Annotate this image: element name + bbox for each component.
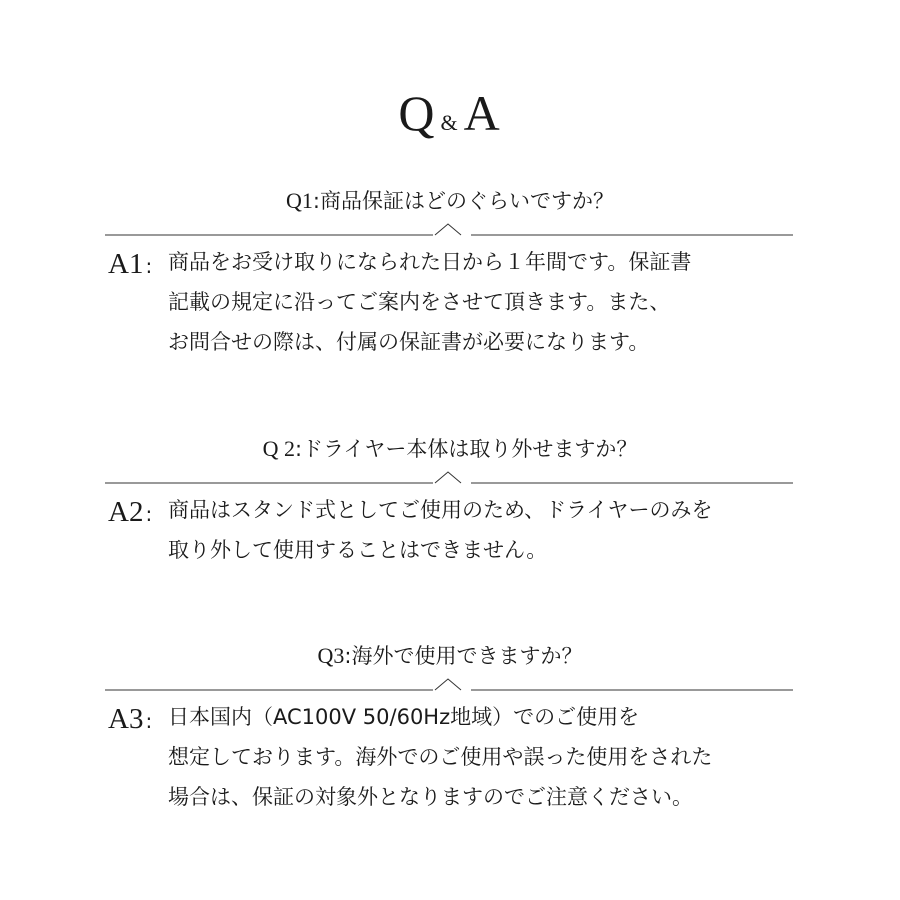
- answer-line: お問合せの際は、付属の保証書が必要になります。: [168, 330, 650, 354]
- answer-label: A2 :: [108, 496, 153, 528]
- qa-item-1: [0, 188, 900, 362]
- page-title: [0, 85, 900, 141]
- divider-caret-line: [105, 677, 795, 691]
- question-text: 商品保証はどのぐらいですか？: [319, 189, 614, 213]
- colon: :: [294, 437, 303, 461]
- divider-caret-line: [105, 222, 795, 236]
- answer-3: [0, 697, 900, 817]
- colon: :: [312, 189, 320, 213]
- divider: [0, 222, 900, 236]
- answer-2: [0, 490, 900, 570]
- divider: [0, 470, 900, 484]
- colon: :: [344, 644, 352, 668]
- answer-line: 記載の規定に沿ってご案内をさせて頂きます。また、: [168, 290, 671, 314]
- answer-line: 想定しております。海外でのご使用や誤った使用をされた: [168, 745, 713, 769]
- answer-1: [0, 242, 900, 362]
- answer-line: 取り外して使用することはできません。: [168, 538, 548, 562]
- qa-item-3: [0, 643, 900, 817]
- question-text: 海外で使用できますか？: [351, 644, 583, 668]
- answer-line: 日本国内（AC100V 50/60Hz地域）でのご使用を: [168, 705, 640, 729]
- answer-line: 場合は、保証の対象外となりますのでご注意ください。: [168, 785, 693, 809]
- question-1: [0, 188, 900, 214]
- question-label: Q1: [286, 188, 313, 213]
- answer-label: A1 :: [108, 248, 153, 280]
- question-label: Q3: [317, 643, 345, 668]
- question-label: Q 2: [262, 436, 295, 461]
- answer-line: 商品はスタンド式としてご使用のため、ドライヤーのみを: [168, 498, 713, 522]
- answer-line: 商品をお受け取りになられた日から１年間です。保証書: [168, 250, 692, 274]
- qa-item-2: [0, 436, 900, 570]
- title-a: A: [463, 85, 502, 141]
- divider: [0, 677, 900, 691]
- question-text: ドライヤー本体は取り外せますか？: [302, 437, 638, 461]
- title-q: Q: [398, 85, 437, 141]
- question-3: [0, 643, 900, 669]
- answer-label: A3 :: [108, 703, 153, 735]
- question-2: [0, 436, 900, 462]
- divider-caret-line: [105, 470, 795, 484]
- title-ampersand: &: [440, 110, 460, 135]
